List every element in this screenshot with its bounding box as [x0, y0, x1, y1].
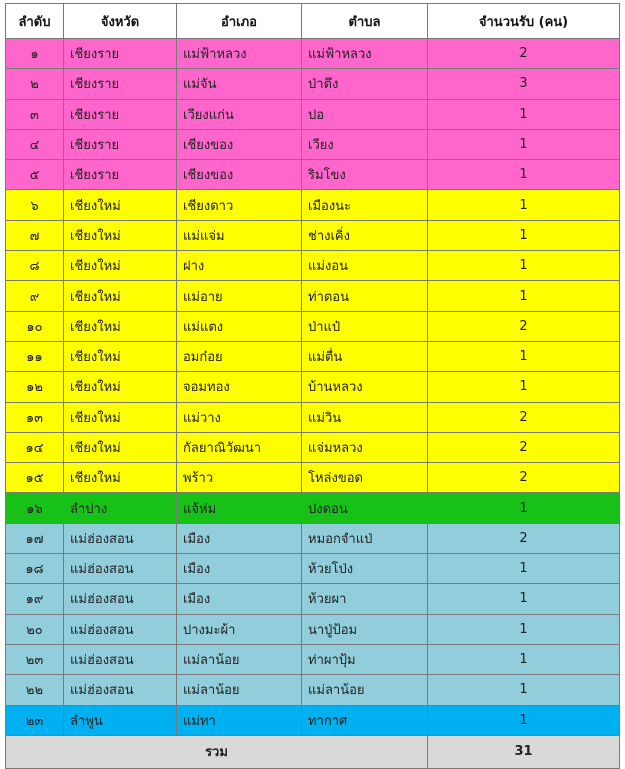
cell-subdistrict: แม่ลาน้อย [302, 675, 428, 705]
cell-count: 1 [428, 554, 620, 584]
cell-district: แม่วาง [177, 402, 302, 432]
cell-count: 1 [428, 675, 620, 705]
cell-no: ๑๐ [6, 311, 64, 341]
cell-no: ๒๓ [6, 644, 64, 674]
cell-no: ๑๒ [6, 372, 64, 402]
cell-district: กัลยาณิวัฒนา [177, 432, 302, 462]
cell-no: ๗ [6, 220, 64, 250]
cell-count: 2 [428, 432, 620, 462]
cell-province: ลำพูน [64, 705, 177, 735]
cell-province: แม่ฮ่องสอน [64, 675, 177, 705]
cell-subdistrict: ทากาศ [302, 705, 428, 735]
cell-district: แม่แจ่ม [177, 220, 302, 250]
header-province: จังหวัด [64, 4, 177, 39]
cell-subdistrict: แจ่มหลวง [302, 432, 428, 462]
cell-district: เชียงของ [177, 129, 302, 159]
table-row [6, 220, 620, 250]
cell-no: ๓ [6, 99, 64, 129]
cell-subdistrict: แม่งอน [302, 251, 428, 281]
cell-province: เชียงใหม่ [64, 341, 177, 371]
cell-count: 1 [428, 99, 620, 129]
table-row [6, 311, 620, 341]
cell-district: ฝาง [177, 251, 302, 281]
cell-no: ๒๐ [6, 614, 64, 644]
table-row [6, 251, 620, 281]
cell-province: แม่ฮ่องสอน [64, 554, 177, 584]
table-row [6, 523, 620, 553]
cell-subdistrict: โหล่งขอด [302, 463, 428, 493]
cell-province: เชียงใหม่ [64, 311, 177, 341]
cell-district: เมือง [177, 584, 302, 614]
cell-district: ปางมะผ้า [177, 614, 302, 644]
header-district: อำเภอ [177, 4, 302, 39]
cell-no: ๒ [6, 69, 64, 99]
cell-province: เชียงใหม่ [64, 190, 177, 220]
cell-count: 1 [428, 129, 620, 159]
table-body [6, 39, 620, 736]
table-row [6, 281, 620, 311]
cell-subdistrict: ป่าแป๋ [302, 311, 428, 341]
cell-count: 2 [428, 463, 620, 493]
cell-no: ๑๑ [6, 341, 64, 371]
cell-subdistrict: ช่างเคิ่ง [302, 220, 428, 250]
cell-subdistrict: แม่วิน [302, 402, 428, 432]
cell-no: ๑๗ [6, 523, 64, 553]
cell-subdistrict: บ้านหลวง [302, 372, 428, 402]
cell-province: แม่ฮ่องสอน [64, 523, 177, 553]
cell-district: อมก๋อย [177, 341, 302, 371]
cell-count: 1 [428, 160, 620, 190]
cell-count: 2 [428, 523, 620, 553]
cell-district: แม่แตง [177, 311, 302, 341]
table-row [6, 341, 620, 371]
cell-province: เชียงราย [64, 99, 177, 129]
cell-no: ๑๔ [6, 432, 64, 462]
cell-count: 1 [428, 372, 620, 402]
cell-province: เชียงราย [64, 39, 177, 69]
cell-count: 2 [428, 39, 620, 69]
cell-count: 1 [428, 190, 620, 220]
table-row [6, 705, 620, 735]
cell-count: 1 [428, 220, 620, 250]
cell-count: 2 [428, 402, 620, 432]
cell-subdistrict: ป่าตึง [302, 69, 428, 99]
table-row [6, 554, 620, 584]
cell-subdistrict: แม่ตื่น [302, 341, 428, 371]
cell-province: เชียงใหม่ [64, 432, 177, 462]
cell-count: 1 [428, 705, 620, 735]
table-row [6, 432, 620, 462]
cell-no: ๖ [6, 190, 64, 220]
cell-count: 1 [428, 644, 620, 674]
cell-subdistrict: หมอกจำแป่ [302, 523, 428, 553]
cell-district: แม่อาย [177, 281, 302, 311]
cell-count: 3 [428, 69, 620, 99]
cell-no: ๑๓ [6, 402, 64, 432]
table-row [6, 190, 620, 220]
table-row [6, 675, 620, 705]
cell-province: เชียงราย [64, 160, 177, 190]
cell-district: แม่จัน [177, 69, 302, 99]
table-row [6, 372, 620, 402]
quota-table [5, 3, 620, 769]
cell-province: เชียงราย [64, 69, 177, 99]
cell-subdistrict: ท่าตอน [302, 281, 428, 311]
cell-district: เชียงของ [177, 160, 302, 190]
cell-district: เชียงดาว [177, 190, 302, 220]
table-row [6, 463, 620, 493]
table-row [6, 493, 620, 523]
cell-no: ๑๖ [6, 493, 64, 523]
cell-no: ๑ [6, 39, 64, 69]
cell-subdistrict: ริมโขง [302, 160, 428, 190]
cell-province: แม่ฮ่องสอน [64, 584, 177, 614]
cell-province: เชียงใหม่ [64, 220, 177, 250]
cell-province: เชียงใหม่ [64, 402, 177, 432]
table-container [5, 3, 620, 769]
cell-count: 2 [428, 311, 620, 341]
cell-count: 1 [428, 584, 620, 614]
cell-no: ๔ [6, 129, 64, 159]
cell-no: ๑๙ [6, 584, 64, 614]
cell-province: เชียงใหม่ [64, 251, 177, 281]
header-subdistrict: ตำบล [302, 4, 428, 39]
cell-subdistrict: ท่าผาปุ้ม [302, 644, 428, 674]
cell-province: ลำปาง [64, 493, 177, 523]
table-row [6, 39, 620, 69]
cell-subdistrict: แม่ฟ้าหลวง [302, 39, 428, 69]
table-row [6, 644, 620, 674]
cell-count: 1 [428, 341, 620, 371]
cell-count: 1 [428, 493, 620, 523]
total-value: 31 [428, 735, 620, 768]
header-row [6, 4, 620, 39]
cell-province: เชียงราย [64, 129, 177, 159]
table-row [6, 69, 620, 99]
cell-subdistrict: เวียง [302, 129, 428, 159]
cell-subdistrict: ปงดอน [302, 493, 428, 523]
cell-no: ๙ [6, 281, 64, 311]
cell-district: แม่ลาน้อย [177, 644, 302, 674]
cell-district: เมือง [177, 523, 302, 553]
cell-no: ๑๘ [6, 554, 64, 584]
cell-subdistrict: ปอ [302, 99, 428, 129]
table-row [6, 614, 620, 644]
total-label: รวม [6, 735, 428, 768]
cell-subdistrict: นาปู่ป้อม [302, 614, 428, 644]
cell-no: ๘ [6, 251, 64, 281]
cell-no: ๒๓ [6, 705, 64, 735]
cell-district: แม่ทา [177, 705, 302, 735]
cell-district: แจ้ห่ม [177, 493, 302, 523]
cell-district: เมือง [177, 554, 302, 584]
header-no: ลำดับ [6, 4, 64, 39]
cell-subdistrict: ห้วยผา [302, 584, 428, 614]
cell-district: เวียงแก่น [177, 99, 302, 129]
table-row [6, 402, 620, 432]
cell-province: แม่ฮ่องสอน [64, 614, 177, 644]
cell-province: เชียงใหม่ [64, 372, 177, 402]
cell-province: แม่ฮ่องสอน [64, 644, 177, 674]
header-count: จำนวนรับ (คน) [428, 4, 620, 39]
cell-subdistrict: เมืองนะ [302, 190, 428, 220]
cell-district: พร้าว [177, 463, 302, 493]
table-row [6, 160, 620, 190]
cell-no: ๑๕ [6, 463, 64, 493]
cell-province: เชียงใหม่ [64, 281, 177, 311]
cell-district: แม่ฟ้าหลวง [177, 39, 302, 69]
cell-count: 1 [428, 251, 620, 281]
cell-province: เชียงใหม่ [64, 463, 177, 493]
table-row [6, 99, 620, 129]
cell-no: ๒๒ [6, 675, 64, 705]
table-row [6, 129, 620, 159]
cell-subdistrict: ห้วยโป่ง [302, 554, 428, 584]
cell-district: จอมทอง [177, 372, 302, 402]
total-row [6, 735, 620, 768]
cell-no: ๕ [6, 160, 64, 190]
table-row [6, 584, 620, 614]
cell-count: 1 [428, 281, 620, 311]
cell-count: 1 [428, 614, 620, 644]
cell-district: แม่ลาน้อย [177, 675, 302, 705]
